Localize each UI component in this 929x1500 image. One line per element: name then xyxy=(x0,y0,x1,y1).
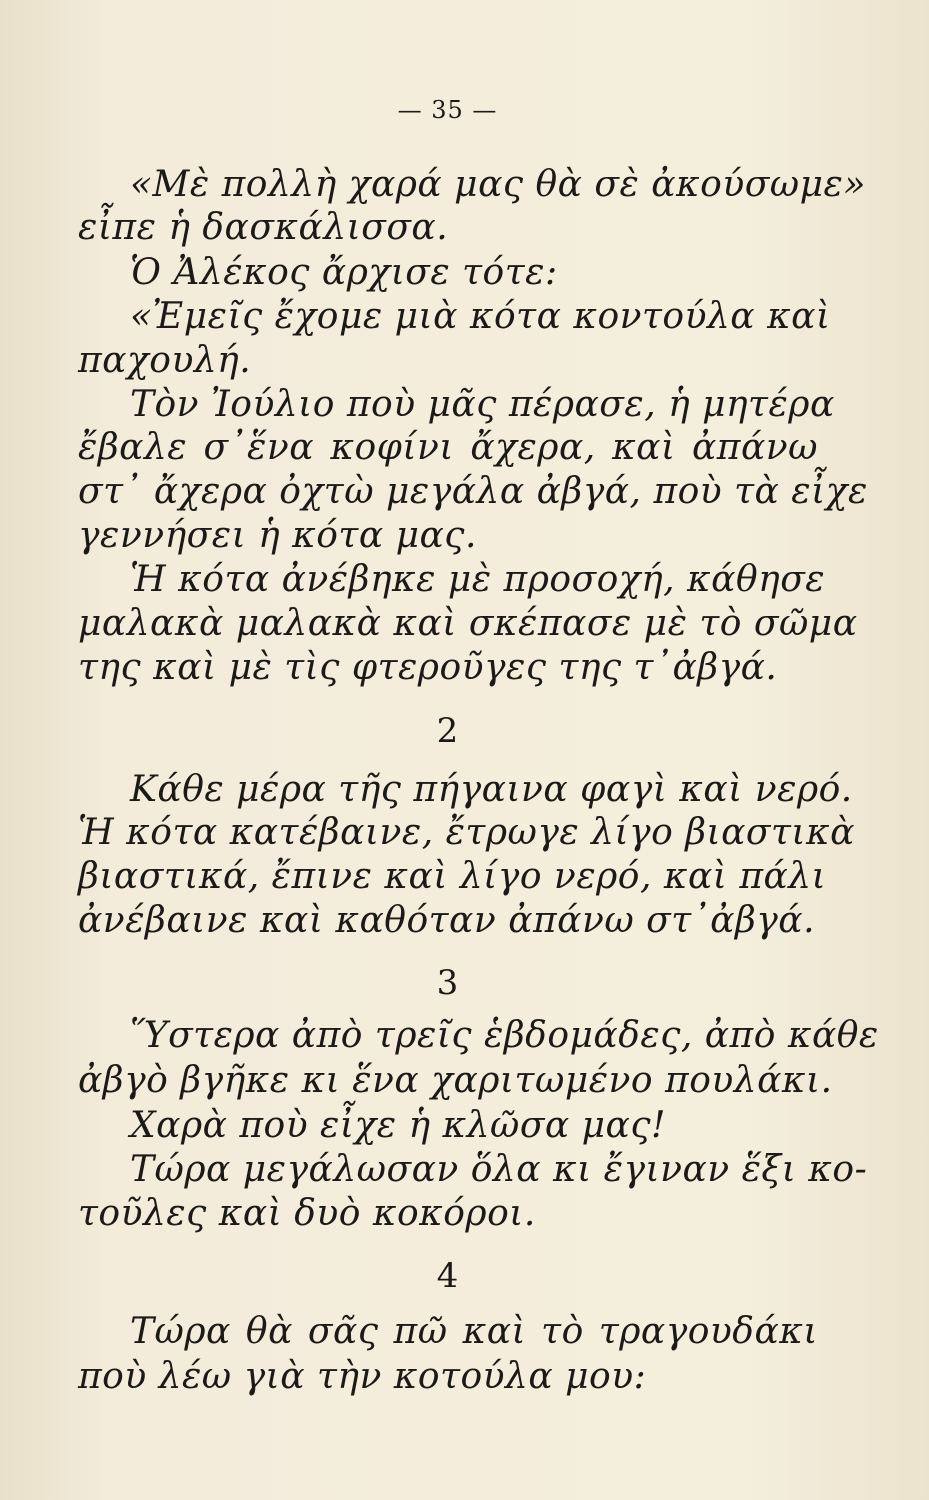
text-line: τοῦλες καὶ δυὸ κοκόροι. xyxy=(78,1193,536,1234)
page-number: — 35 — xyxy=(397,96,498,124)
text-line: Τώρα μεγάλωσαν ὅλα κι ἔγιναν ἕξι κο- xyxy=(130,1149,868,1190)
text-line: Κάθε μέρα τῆς πήγαινα φαγὶ καὶ νερό. xyxy=(130,769,853,810)
text-line: ποὺ λέω γιὰ τὴν κοτούλα μου: xyxy=(78,1356,647,1397)
text-line: μαλακὰ μαλακὰ καὶ σκέπασε μὲ τὸ σῶμα xyxy=(78,603,858,644)
section-number: 3 xyxy=(436,963,459,1003)
text-line: Χαρὰ ποὺ εἶχε ἡ κλῶσα μας! xyxy=(130,1105,666,1146)
text-line: Τώρα θὰ σᾶς πῶ καὶ τὸ τραγουδάκι xyxy=(130,1311,818,1352)
text-line: ἔβαλε σ᾽ἕνα κοφίνι ἄχερα, καὶ ἀπάνω xyxy=(78,427,818,468)
text-line: «Μὲ πολλὴ χαρά μας θὰ σὲ ἀκούσωμε» xyxy=(130,164,866,205)
text-line: Ἡ κότα κατέβαινε, ἔτρωγε λίγο βιαστικὰ xyxy=(78,812,855,853)
text-line: ἀβγὸ βγῆκε κι ἕνα χαριτωμένο πουλάκι. xyxy=(78,1060,833,1101)
text-line: βιαστικά, ἔπινε καὶ λίγο νερό, καὶ πάλι xyxy=(78,856,827,897)
text-line: «Ἐμεῖς ἔχομε μιὰ κότα κοντούλα καὶ xyxy=(130,296,831,337)
section-number: 2 xyxy=(436,711,459,751)
section-number: 4 xyxy=(436,1256,459,1296)
text-line: στ᾽ ἄχερα ὀχτὼ μεγάλα ἀβγά, ποὺ τὰ εἶχε xyxy=(78,471,868,512)
text-line: της καὶ μὲ τὶς φτεροῦγες της τ᾽ἀβγά. xyxy=(78,647,778,688)
text-line: παχουλή. xyxy=(78,340,252,381)
text-line: Τὸν Ἰούλιο ποὺ μᾶς πέρασε, ἡ μητέρα xyxy=(130,384,835,425)
text-line: Ὕστερα ἀπὸ τρεῖς ἑβδομάδες, ἀπὸ κάθε xyxy=(130,1015,879,1056)
text-line: Ἡ κότα ἀνέβηκε μὲ προσοχή, κάθησε xyxy=(130,559,826,600)
text-line: ἀνέβαινε καὶ καθόταν ἀπάνω στ᾽ἀβγά. xyxy=(78,900,816,941)
text-line: γεννήσει ἡ κότα μας. xyxy=(78,515,477,556)
text-line: εἶπε ἡ δασκάλισσα. xyxy=(78,207,449,248)
text-line: Ὁ Ἀλέκος ἄρχισε τότε: xyxy=(130,252,558,293)
